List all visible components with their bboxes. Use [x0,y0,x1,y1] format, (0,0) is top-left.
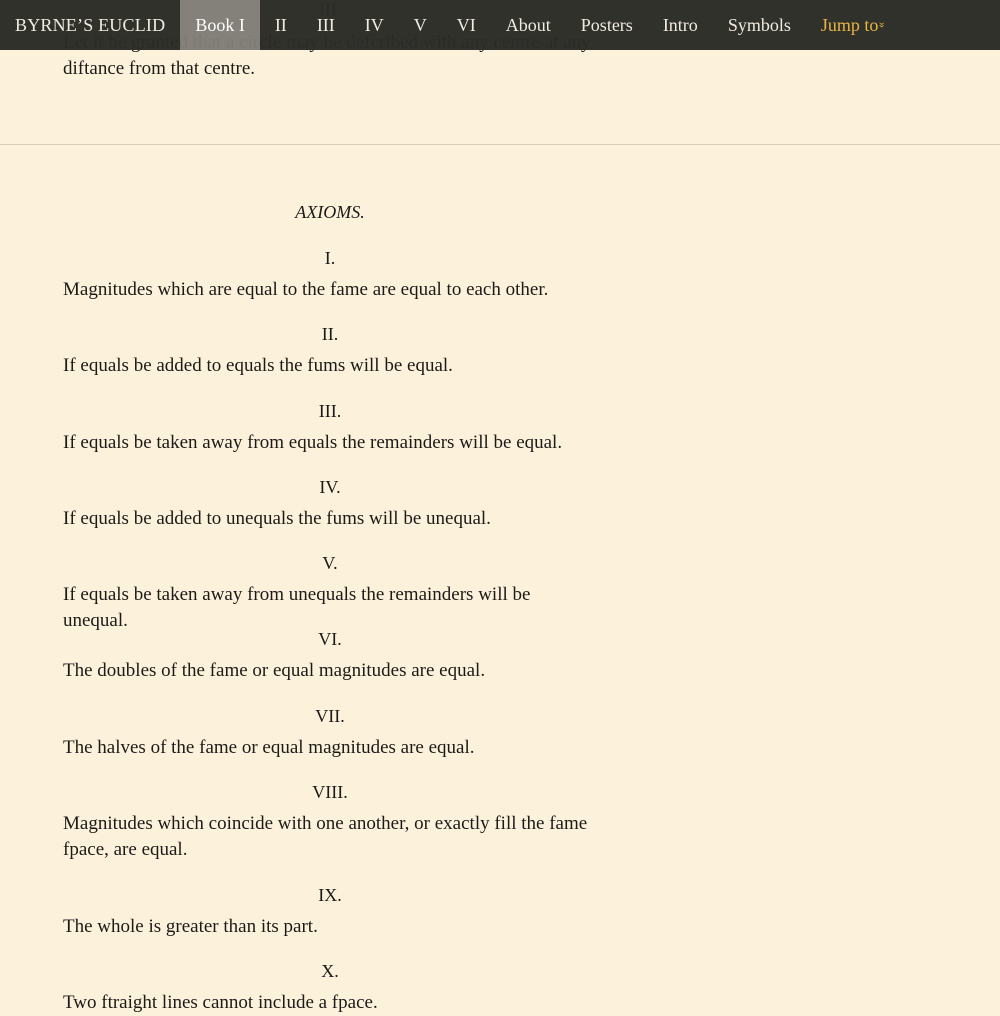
axiom-numeral: IX. [318,885,342,905]
axiom-text: If equals be taken away from unequals the remainders will be unequal. [63,584,531,631]
nav-book-6[interactable]: VI [456,15,476,35]
axiom-numeral: IV. [319,477,341,497]
nav-book-1[interactable]: Book I [180,0,260,50]
nav-book-5[interactable]: V [413,15,427,35]
axiom-numeral: V. [322,553,338,573]
axiom-text: Two ftraight lines cannot include a fpace. [63,992,378,1013]
axiom-text: Magnitudes which are equal to the fame are equal to each other. [63,279,549,300]
section-divider [0,144,1000,145]
section-title: AXIOMS. [295,202,365,222]
double-chevron-down-icon: » [876,22,891,28]
nav-intro[interactable]: Intro [662,15,698,35]
axiom-text: The halves of the fame or equal magnitudes are equal. [63,737,475,758]
axiom-text: The whole is greater than its part. [63,916,318,937]
jump-to-label: Jump to [820,15,879,35]
axiom-numeral: VIII. [312,782,348,802]
nav-symbols[interactable]: Symbols [727,15,791,35]
axiom-numeral: VI. [318,629,342,649]
nav-book-4[interactable]: IV [364,15,384,35]
nav-book-3[interactable]: III [316,15,335,35]
site-brand-link[interactable]: BYRNE’S EUCLID [15,15,166,35]
axiom-text: If equals be added to unequals the fums will be unequal. [63,508,491,529]
axiom-text: Magnitudes which coincide with one another, or exactly fill the fame fpace, are equal. [63,813,588,860]
postulate-text: diftance from that centre. [63,58,256,79]
top-navbar [0,0,1000,50]
axiom-text: If equals be added to equals the fums will be equal. [63,355,453,376]
axiom-text: The doubles of the fame or equal magnitudes are equal. [63,660,486,681]
jump-to-menu[interactable] [806,0,902,50]
axiom-text: If equals be taken away from equals the remainders will be equal. [63,432,563,453]
axiom-numeral: X. [321,961,339,981]
nav-book-2[interactable]: II [274,15,287,35]
axiom-numeral: II. [321,324,339,344]
axiom-numeral: VII. [315,706,345,726]
axiom-numeral: I. [324,248,336,268]
nav-posters[interactable]: Posters [580,15,633,35]
axiom-numeral: III. [318,401,342,421]
nav-about[interactable]: About [505,15,551,35]
